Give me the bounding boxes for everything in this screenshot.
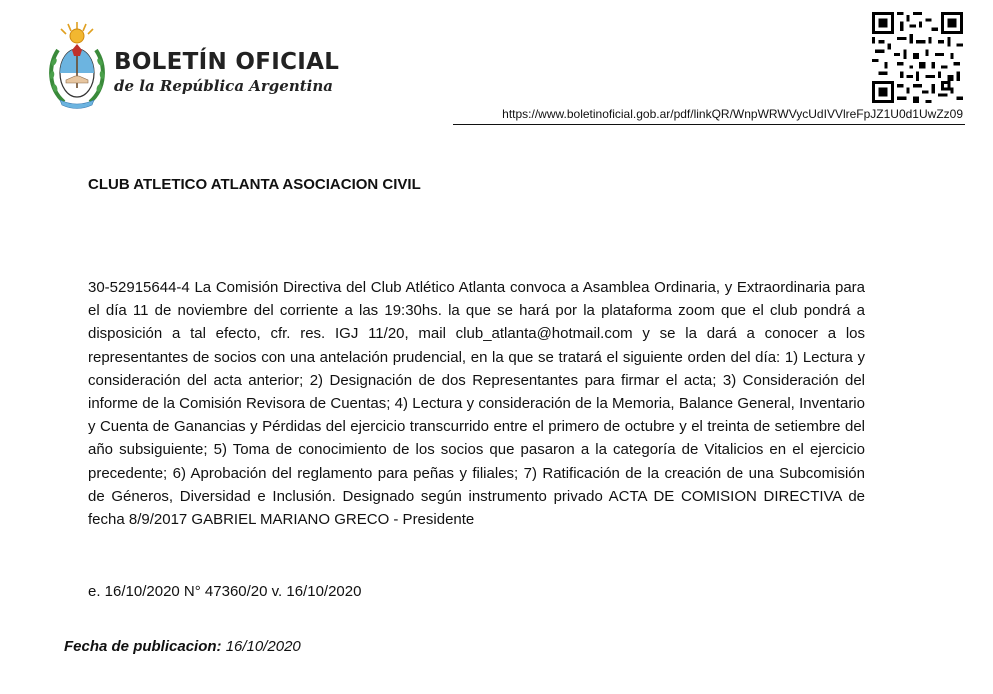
argentina-coat-of-arms-icon (46, 20, 108, 112)
edition-reference: e. 16/10/2020 N° 47360/20 v. 16/10/2020 (88, 583, 362, 600)
header-divider (453, 124, 965, 125)
publication-date-value: 16/10/2020 (225, 638, 301, 655)
brand-title: BOLETÍN OFICIAL (114, 49, 340, 75)
document-header (0, 0, 993, 125)
notice-body: 30-52915644-4 La Comisión Directiva del Club Atlético Atlanta convoca a Asamblea Ordinaria, y Extraordinaria para el día 11 de noviembre del corriente a las 19:30hs. la que se hará por la plataforma zoom que el club pondrá a disposición a tal efecto, cfr. res. IGJ 11/20, mail club_atlanta@hotmail.com y se la dará a conocer a los representantes de socios con una antelación prudencial, en la que se tratará el siguiente orden del día: 1) Lectura y consideración del acta anterior; 2) Designación de dos Representantes para firmar el acta; 3) Consideración del informe de la Comisión Revisora de Cuentas; 4) Lectura y consideración de la Memoria, Balance General, Inventario y Cuenta de Ganancias y Pérdidas del ejercicio transcurrido entre el primero de octubre y el treinta de setiembre del año subsiguiente; 5) Toma de conocimiento de los socios que pasaron a la categoría de Vitalicios en el ejercicio precedente; 6) Aprobación del reglamento para peñas y filiales; 7) Ratificación de la creación de una Subcomisión de Géneros, Diversidad e Inclusión. Designado según instrumento privado ACTA DE COMISION DIRECTIVA de fecha 8/9/2017 GABRIEL MARIANO GRECO - Presidente (88, 279, 865, 529)
notice-entity-name: CLUB ATLETICO ATLANTA ASOCIACION CIVIL (88, 176, 421, 193)
publication-date-label: Fecha de publicacion: (64, 638, 222, 655)
qr-code-icon[interactable] (872, 12, 963, 103)
publication-date (64, 638, 301, 655)
brand-subtitle: de la República Argentina (114, 77, 333, 95)
brand (114, 48, 339, 95)
qr-link-url[interactable]: https://www.boletinoficial.gob.ar/pdf/linkQR/WnpWRWVycUdIVVlreFpJZ1U0d1UwZz09 (502, 107, 963, 121)
